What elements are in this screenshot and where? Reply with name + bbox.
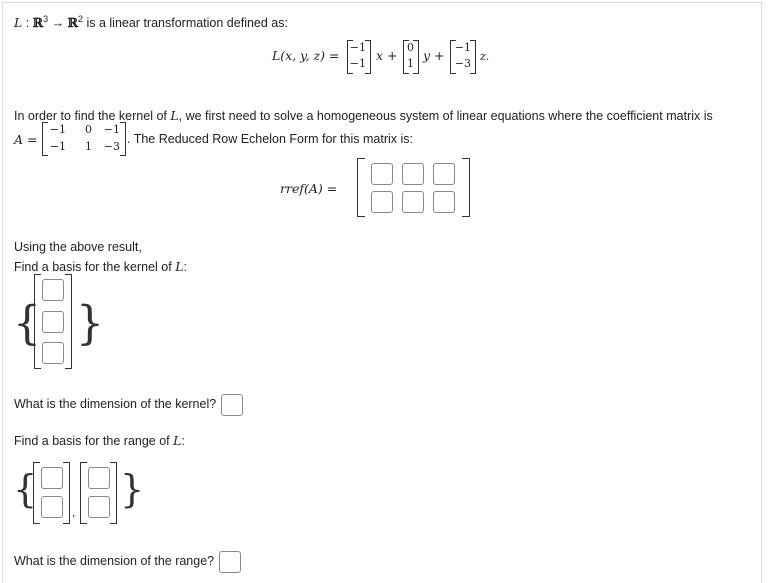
rref-label: rref(A) = (280, 181, 338, 196)
kernel-intro-map: L (170, 108, 179, 123)
matrix-a-r2c3: −3 (103, 140, 120, 153)
vector-x-entry-1: −1 (349, 41, 366, 54)
kernel-basis-prompt (14, 259, 187, 274)
rref-r2c3-input[interactable] (433, 191, 455, 213)
term-x: x + (376, 48, 398, 63)
kernel-dimension-prompt: What is the dimension of the kernel? (14, 397, 217, 411)
definition-lhs: L(x, y, z) = (272, 48, 340, 63)
range-basis-vector-2 (80, 462, 117, 524)
kernel-intro-line1 (14, 108, 713, 123)
range-vector2-entry-2-input[interactable] (88, 496, 110, 518)
matrix-a-r2c2: 1 (85, 140, 92, 153)
kernel-vector-entry-3-input[interactable] (42, 342, 64, 364)
range-basis-prompt (14, 433, 185, 448)
range-basis-prompt-text: Find a basis for the range of (14, 434, 174, 448)
kernel-intro-line2: . The Reduced Row Echelon Form for this matrix is: (127, 132, 413, 146)
map-name: L (14, 15, 23, 31)
matrix-a-r1c2: 0 (85, 123, 92, 136)
kernel-dimension-input[interactable] (221, 394, 243, 416)
intro-line (14, 14, 288, 30)
rref-r1c3-input[interactable] (433, 163, 455, 185)
kernel-basis-map: L (175, 259, 184, 274)
rref-r1c1-input[interactable] (371, 163, 393, 185)
matrix-a-label: A = (14, 132, 38, 147)
range-vector1-entry-2-input[interactable] (41, 496, 63, 518)
vector-z-entry-1: −1 (454, 41, 471, 54)
matrix-a-r1c3: −1 (103, 123, 120, 136)
range-basis-map: L (173, 433, 182, 448)
vector-z-coeff (450, 40, 476, 74)
kernel-open-brace: { (13, 296, 41, 351)
range-dimension-row (14, 549, 241, 573)
intro-text: is a linear transformation defined as: (83, 16, 288, 31)
kernel-basis-colon: : (183, 260, 187, 274)
domain-symbol: ℝ (32, 15, 44, 31)
matrix-a-r2c1: −1 (49, 140, 66, 153)
range-basis-vector-1 (33, 462, 70, 524)
vector-z-entry-2: −3 (454, 57, 471, 70)
kernel-close-brace: } (76, 296, 104, 351)
range-dimension-prompt: What is the dimension of the range? (14, 554, 215, 568)
kernel-vector-entry-1-input[interactable] (42, 279, 64, 301)
kernel-vector-entry-2-input[interactable] (42, 311, 64, 333)
map-colon: : (22, 16, 33, 31)
rref-r2c2-input[interactable] (402, 191, 424, 213)
using-result-text: Using the above result, (14, 240, 142, 254)
rref-matrix (357, 158, 470, 217)
range-vector2-entry-1-input[interactable] (88, 467, 110, 489)
kernel-dimension-row (14, 392, 243, 416)
vector-y-entry-2: 1 (407, 57, 414, 70)
range-dimension-input[interactable] (219, 551, 241, 573)
codomain-exponent: 2 (77, 14, 83, 24)
vector-y-entry-1: 0 (407, 41, 414, 54)
vector-x-entry-2: −1 (349, 57, 366, 70)
kernel-basis-prompt-text: Find a basis for the kernel of (14, 260, 176, 274)
codomain-symbol: ℝ (67, 15, 78, 31)
vector-x-coeff (347, 40, 371, 74)
range-comma: , (72, 505, 76, 519)
rref-r2c1-input[interactable] (371, 191, 393, 213)
term-z: z. (480, 50, 490, 63)
range-vector1-entry-1-input[interactable] (41, 467, 63, 489)
kernel-intro-text-b: , we first need to solve a homogeneous system of linear equations where the coefficient matrix is (178, 109, 713, 123)
range-open-brace: { (13, 467, 38, 511)
kernel-intro-text-a: In order to find the kernel of (14, 109, 171, 123)
range-basis-colon: : (181, 434, 185, 448)
coefficient-matrix (42, 122, 126, 156)
map-arrow: → (48, 16, 68, 31)
term-y: y + (423, 48, 445, 63)
kernel-basis-vector (34, 274, 72, 369)
vector-y-coeff (403, 40, 419, 74)
range-close-brace: } (120, 467, 145, 511)
domain-exponent: 3 (43, 14, 49, 24)
rref-r1c2-input[interactable] (402, 163, 424, 185)
matrix-a-r1c1: −1 (49, 123, 66, 136)
